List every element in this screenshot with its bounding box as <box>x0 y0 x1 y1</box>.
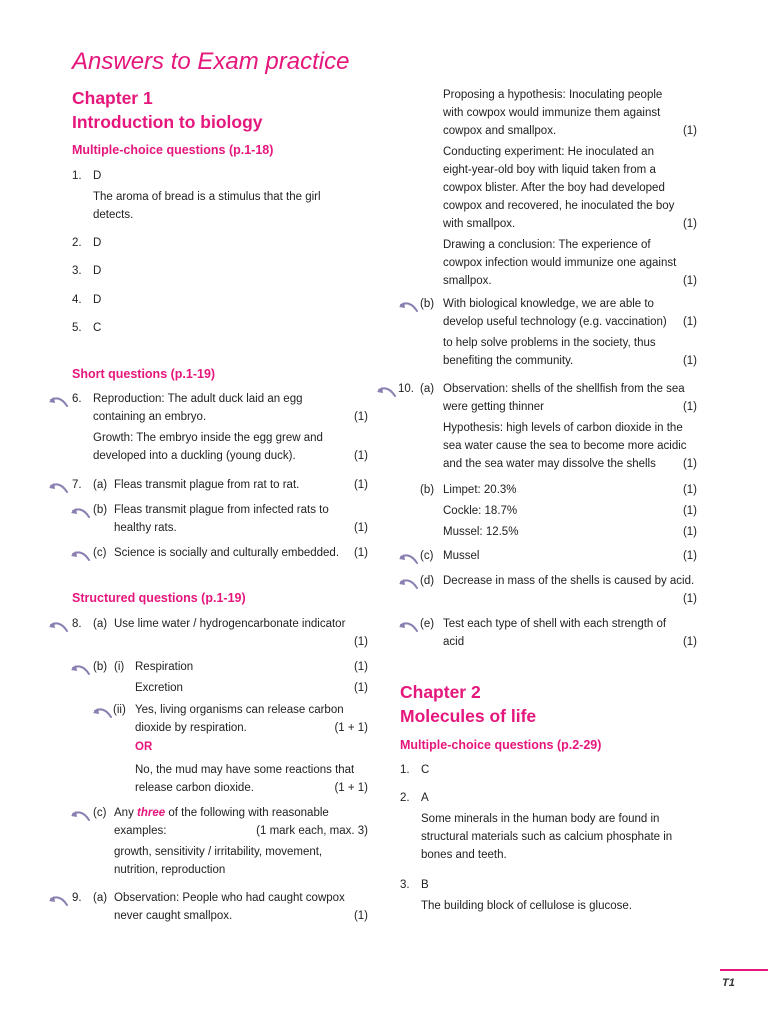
mcq-answer: C <box>421 764 430 776</box>
mcq-answer: D <box>93 294 102 306</box>
answer-line: Limpet: 20.3% <box>443 484 517 496</box>
answer-line: were getting thinner <box>443 401 545 413</box>
mark: (1 + 1) <box>334 782 368 794</box>
mark: (1) <box>682 275 697 287</box>
answer-line: nutrition, reproduction <box>114 864 226 876</box>
answer-line: Proposing a hypothesis: Inoculating people <box>443 89 663 101</box>
answer-line: dioxide by respiration. <box>135 722 247 734</box>
answer-line: Observation: People who had caught cowpox <box>114 892 345 904</box>
ch1-mcq-heading: Multiple-choice questions (p.1-18) <box>72 143 274 157</box>
link-arrow-icon <box>48 895 68 907</box>
link-arrow-icon <box>70 810 90 822</box>
answer-text: Any <box>114 807 138 819</box>
answer-line: examples: <box>114 825 167 837</box>
answer-line: develop useful technology (e.g. vaccination) <box>443 316 667 328</box>
mcq-answer: D <box>93 265 102 277</box>
answer-line: No, the mud may have some reactions that <box>135 764 355 776</box>
answer-line: acid <box>443 636 465 648</box>
answer-line: eight-year-old boy with liquid taken from a <box>443 164 656 176</box>
mcq-note: Some minerals in the human body are found in <box>421 813 660 825</box>
answer-line: Respiration <box>135 661 194 673</box>
mark: (1 mark each, max. 3) <box>256 825 368 837</box>
chapter-1-subtitle: Introduction to biology <box>72 112 263 132</box>
part-label: (b) <box>93 661 108 673</box>
answer-line: Excretion <box>135 682 183 694</box>
link-arrow-icon <box>398 578 418 590</box>
mark: (1) <box>353 411 368 423</box>
link-arrow-icon <box>70 664 90 676</box>
answer-line: Fleas transmit plague from rat to rat. <box>114 479 300 491</box>
link-arrow-icon <box>92 707 112 719</box>
answer-line: sea water cause the sea to become more acidic <box>443 440 687 452</box>
answer-line: benefiting the community. <box>443 355 574 367</box>
mcq-note: bones and teeth. <box>421 849 507 861</box>
page-number-rule <box>720 969 768 971</box>
link-arrow-icon <box>398 301 418 313</box>
answer-line: Mussel: 12.5% <box>443 526 519 538</box>
link-arrow-icon <box>398 621 418 633</box>
answer-line: Reproduction: The adult duck laid an egg <box>93 393 303 405</box>
part-label: (a) <box>93 892 108 904</box>
emphasis-text: three <box>137 807 166 819</box>
mark: (1) <box>682 593 697 605</box>
chapter-2-subtitle: Molecules of life <box>400 706 537 726</box>
link-arrow-icon <box>48 482 68 494</box>
mcq-num: 1. <box>72 170 82 182</box>
link-arrow-icon <box>70 507 90 519</box>
answer-line: Conducting experiment: He inoculated an <box>443 146 654 158</box>
answer-line: never caught smallpox. <box>114 910 233 922</box>
mark: (1) <box>682 484 697 496</box>
answer-line: cowpox and smallpox. <box>443 125 557 137</box>
mark: (1) <box>682 636 697 648</box>
mark: (1) <box>682 401 697 413</box>
mark: (1) <box>682 125 697 137</box>
answer-line: Decrease in mass of the shells is caused by acid. <box>443 575 695 587</box>
answer-line: developed into a duckling (young duck). <box>93 450 296 462</box>
mark: (1) <box>353 479 368 491</box>
answer-line: containing an embryo. <box>93 411 207 423</box>
subpart-label: (ii) <box>113 704 126 716</box>
question-number: 7. <box>72 479 82 491</box>
ch2-mcq-heading: Multiple-choice questions (p.2-29) <box>400 738 602 752</box>
mark: (1) <box>353 910 368 922</box>
link-arrow-icon <box>376 386 396 398</box>
answer-line <box>114 805 329 823</box>
ch1-structured-heading: Structured questions (p.1-19) <box>72 591 246 605</box>
part-label: (a) <box>420 383 435 395</box>
mark: (1) <box>682 355 697 367</box>
part-label: (c) <box>93 547 107 559</box>
answer-line: Hypothesis: high levels of carbon dioxide in the <box>443 422 683 434</box>
mcq-num: 2. <box>400 792 410 804</box>
answer-line: with smallpox. <box>443 218 516 230</box>
answer-line: healthy rats. <box>114 522 177 534</box>
answer-line: Drawing a conclusion: The experience of <box>443 239 651 251</box>
answer-line: cowpox and recovered, he inoculated the boy <box>443 200 675 212</box>
answer-line: smallpox. <box>443 275 492 287</box>
answer-line: growth, sensitivity / irritability, movement, <box>114 846 323 858</box>
mcq-note: The aroma of bread is a stimulus that the girl <box>93 191 321 203</box>
answer-line: Observation: shells of the shellfish from the sea <box>443 383 685 395</box>
answer-line: Fleas transmit plague from infected rats to <box>114 504 329 516</box>
mcq-num: 4. <box>72 294 82 306</box>
part-label: (b) <box>420 298 435 310</box>
mark: (1) <box>353 522 368 534</box>
mark: (1) <box>682 505 697 517</box>
mark: (1) <box>682 316 697 328</box>
mcq-num: 2. <box>72 237 82 249</box>
mcq-note: The building block of cellulose is glucose. <box>421 900 632 912</box>
link-arrow-icon <box>70 550 90 562</box>
answer-line: Cockle: 18.7% <box>443 505 518 517</box>
mcq-answer: D <box>93 170 102 182</box>
mark: (1) <box>682 458 697 470</box>
mark: (1) <box>353 547 368 559</box>
answer-line: to help solve problems in the society, thus <box>443 337 656 349</box>
mcq-note: structural materials such as calcium phosphate in <box>421 831 673 843</box>
answer-line: Science is socially and culturally embedded. <box>114 547 340 559</box>
mark: (1) <box>353 636 368 648</box>
answer-line: Mussel <box>443 550 480 562</box>
mark: (1) <box>353 661 368 673</box>
link-arrow-icon <box>398 553 418 565</box>
mark: (1) <box>682 550 697 562</box>
subpart-label: (i) <box>114 661 125 673</box>
question-number: 8. <box>72 618 82 630</box>
question-number: 10. <box>398 383 414 395</box>
ch1-short-heading: Short questions (p.1-19) <box>72 367 216 381</box>
answer-line: Use lime water / hydrogencarbonate indicator <box>114 618 346 630</box>
or-label: OR <box>135 741 153 753</box>
answer-line: Growth: The embryo inside the egg grew and <box>93 432 323 444</box>
mcq-num: 1. <box>400 764 410 776</box>
part-label: (e) <box>420 618 435 630</box>
chapter-2-heading: Chapter 2 <box>400 682 481 702</box>
question-number: 9. <box>72 892 82 904</box>
mcq-num: 3. <box>72 265 82 277</box>
part-label: (b) <box>420 484 435 496</box>
mcq-answer: C <box>93 322 102 334</box>
answer-line: with cowpox would immunize them against <box>443 107 661 119</box>
link-arrow-icon <box>48 621 68 633</box>
answer-line: and the sea water may dissolve the shells <box>443 458 656 470</box>
answer-line: cowpox infection would immunize one against <box>443 257 677 269</box>
mark: (1 + 1) <box>334 722 368 734</box>
mark: (1) <box>353 450 368 462</box>
part-label: (c) <box>93 807 107 819</box>
part-label: (c) <box>420 550 434 562</box>
mark: (1) <box>682 218 697 230</box>
mcq-answer: D <box>93 237 102 249</box>
question-number: 6. <box>72 393 82 405</box>
mark: (1) <box>682 526 697 538</box>
mcq-num: 3. <box>400 879 410 891</box>
part-label: (b) <box>93 504 108 516</box>
page-number: T1 <box>722 977 735 989</box>
page-title: Answers to Exam practice <box>72 48 350 75</box>
mcq-answer: A <box>421 792 429 804</box>
mcq-num: 5. <box>72 322 82 334</box>
mark: (1) <box>353 682 368 694</box>
part-label: (a) <box>93 618 108 630</box>
part-label: (d) <box>420 575 435 587</box>
answer-line: With biological knowledge, we are able to <box>443 298 654 310</box>
answer-line: Yes, living organisms can release carbon <box>135 704 344 716</box>
mcq-answer: B <box>421 879 429 891</box>
link-arrow-icon <box>48 396 68 408</box>
answer-line: cowpox blister. After the boy had developed <box>443 182 665 194</box>
answer-line: release carbon dioxide. <box>135 782 254 794</box>
mcq-note: detects. <box>93 209 134 221</box>
answer-text: of the following with reasonable <box>165 807 329 819</box>
chapter-1-heading: Chapter 1 <box>72 88 153 108</box>
part-label: (a) <box>93 479 108 491</box>
answer-line: Test each type of shell with each strength of <box>443 618 667 630</box>
